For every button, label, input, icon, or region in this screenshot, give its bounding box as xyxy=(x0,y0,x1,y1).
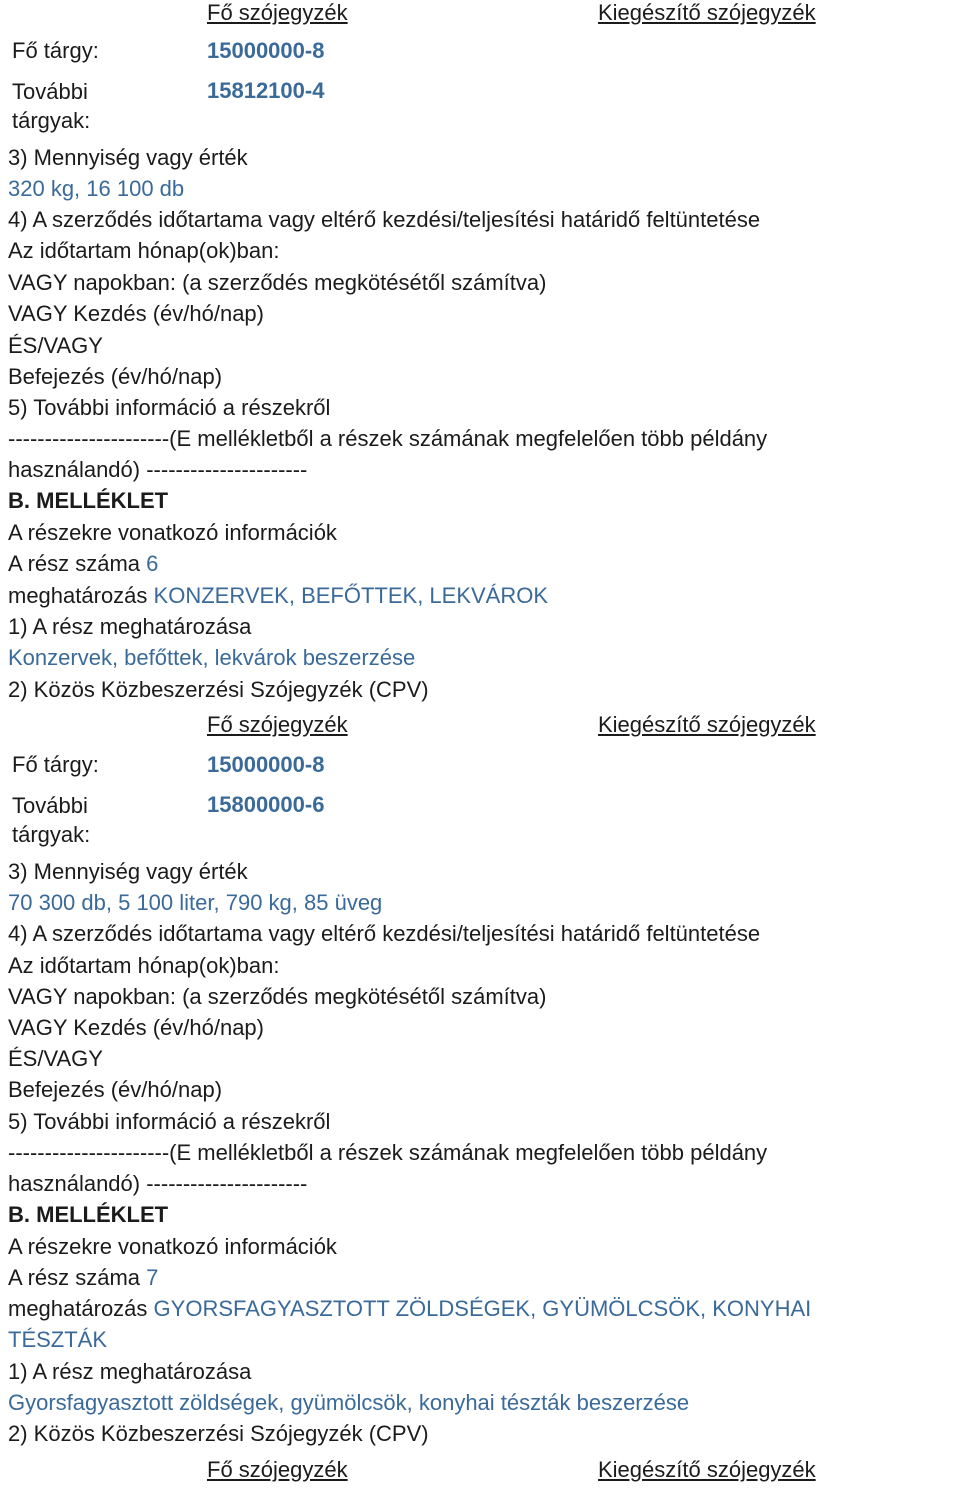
part-definition-heading: 1) A rész meghatározása xyxy=(8,1359,252,1384)
additional-subjects-label: További xyxy=(12,793,88,818)
duration-heading: 4) A szerződés időtartama vagy eltérő kezdési/teljesítési határidő feltüntetése xyxy=(8,921,761,946)
definition-row xyxy=(8,583,548,609)
part-number-row xyxy=(8,551,158,577)
definition-label: meghatározás xyxy=(8,583,148,608)
part-number-label: A rész száma xyxy=(8,551,141,576)
separator-line-2: használandó) ---------------------- xyxy=(8,1171,308,1196)
part-number-row xyxy=(8,1265,158,1291)
separator-line: ----------------------(E mellékletből a részek számának megfelelően több példány xyxy=(8,1140,768,1165)
quantity-heading: 3) Mennyiség vagy érték xyxy=(8,145,248,170)
annex-title: B. MELLÉKLET xyxy=(8,1202,169,1227)
cpv-heading: 2) Közös Közbeszerzési Szójegyzék (CPV) xyxy=(8,677,429,702)
additional-subject-code: 15800000-6 xyxy=(207,792,325,817)
duration-days: VAGY napokban: (a szerződés megkötésétől számítva) xyxy=(8,984,547,1009)
part-description: Gyorsfagyasztott zöldségek, gyümölcsök, konyhai tészták beszerzése xyxy=(8,1390,690,1415)
definition-label: meghatározás xyxy=(8,1296,148,1321)
additional-subjects-label-line2: tárgyak: xyxy=(12,822,91,847)
part-title-line2: TÉSZTÁK xyxy=(8,1327,108,1352)
main-subject-label: Fő tárgy: xyxy=(12,38,99,63)
duration-months: Az időtartam hónap(ok)ban: xyxy=(8,953,280,978)
duration-days: VAGY napokban: (a szerződés megkötésétől számítva) xyxy=(8,270,547,295)
cpv-main-header: Fő szójegyzék xyxy=(207,712,348,737)
part-number-value: 6 xyxy=(146,551,159,576)
definition-row xyxy=(8,1296,811,1322)
main-subject-code: 15000000-8 xyxy=(207,38,325,63)
duration-heading: 4) A szerződés időtartama vagy eltérő kezdési/teljesítési határidő feltüntetése xyxy=(8,207,761,232)
parts-info-heading: A részekre vonatkozó információk xyxy=(8,1234,337,1259)
quantity-value: 70 300 db, 5 100 liter, 790 kg, 85 üveg xyxy=(8,890,383,915)
end-date: Befejezés (év/hó/nap) xyxy=(8,364,223,389)
cpv-heading: 2) Közös Közbeszerzési Szójegyzék (CPV) xyxy=(8,1421,429,1446)
part-definition-heading: 1) A rész meghatározása xyxy=(8,614,252,639)
end-date: Befejezés (év/hó/nap) xyxy=(8,1077,223,1102)
parts-info-heading: A részekre vonatkozó információk xyxy=(8,520,337,545)
part-number-label: A rész száma xyxy=(8,1265,141,1290)
separator-line: ----------------------(E mellékletből a részek számának megfelelően több példány xyxy=(8,426,768,451)
additional-subjects-label: További xyxy=(12,79,88,104)
additional-info-heading: 5) További információ a részekről xyxy=(8,1109,331,1134)
quantity-heading: 3) Mennyiség vagy érték xyxy=(8,859,248,884)
and-or: ÉS/VAGY xyxy=(8,1046,103,1071)
quantity-value: 320 kg, 16 100 db xyxy=(8,176,185,201)
main-subject-code: 15000000-8 xyxy=(207,752,325,777)
additional-subject-code: 15812100-4 xyxy=(207,78,325,103)
start-date: VAGY Kezdés (év/hó/nap) xyxy=(8,1015,264,1040)
part-title: KONZERVEK, BEFŐTTEK, LEKVÁROK xyxy=(153,583,549,608)
duration-months: Az időtartam hónap(ok)ban: xyxy=(8,238,280,263)
start-date: VAGY Kezdés (év/hó/nap) xyxy=(8,301,264,326)
cpv-supplementary-header: Kiegészítő szójegyzék xyxy=(598,1457,816,1482)
and-or: ÉS/VAGY xyxy=(8,333,103,358)
part-description: Konzervek, befőttek, lekvárok beszerzése xyxy=(8,645,416,670)
additional-subjects-label-line2: tárgyak: xyxy=(12,108,91,133)
additional-info-heading: 5) További információ a részekről xyxy=(8,395,331,420)
separator-line-2: használandó) ---------------------- xyxy=(8,457,308,482)
part-title: GYORSFAGYASZTOTT ZÖLDSÉGEK, GYÜMÖLCSÖK, KONYHAI xyxy=(153,1296,812,1321)
cpv-main-header: Fő szójegyzék xyxy=(207,1457,348,1482)
main-subject-label: Fő tárgy: xyxy=(12,752,99,777)
cpv-main-header: Fő szójegyzék xyxy=(207,0,348,25)
cpv-supplementary-header: Kiegészítő szójegyzék xyxy=(598,712,816,737)
annex-title: B. MELLÉKLET xyxy=(8,488,169,513)
cpv-supplementary-header: Kiegészítő szójegyzék xyxy=(598,0,816,25)
part-number-value: 7 xyxy=(146,1265,159,1290)
